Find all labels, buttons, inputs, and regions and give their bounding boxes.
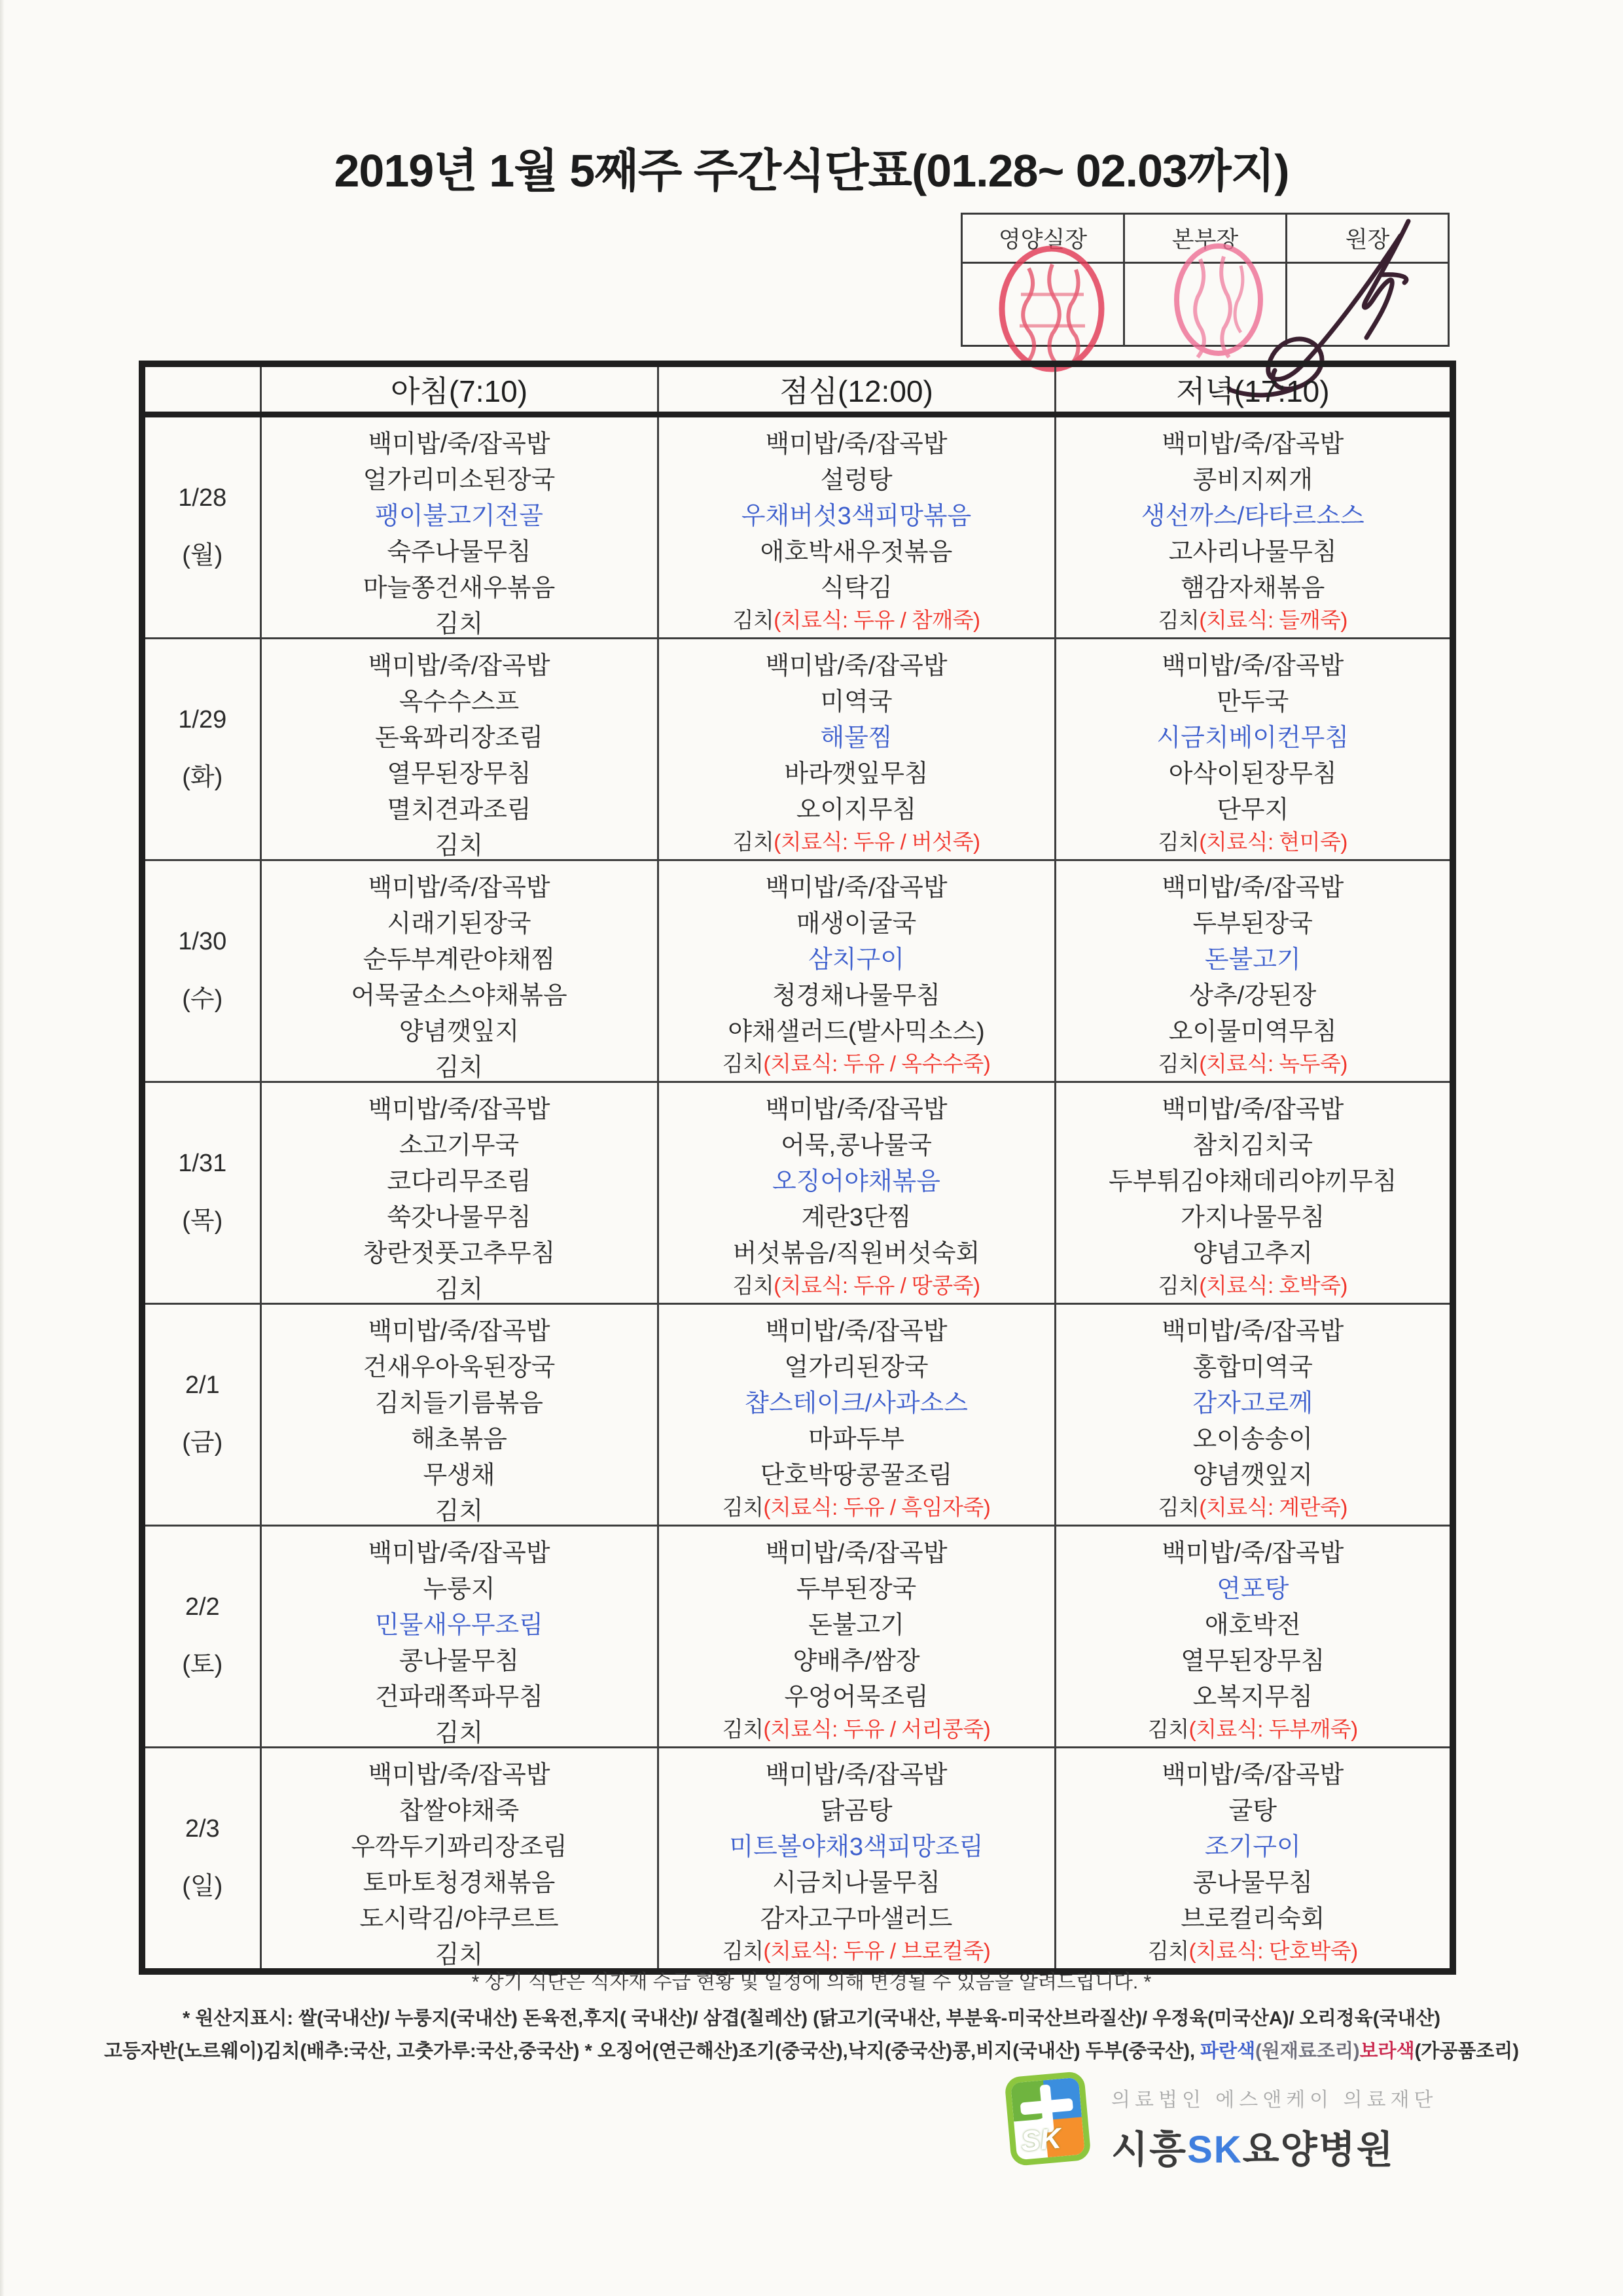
menu-header-row: [142, 364, 1453, 415]
menu-item: 열무된장무침: [1181, 1648, 1325, 1675]
logo-foundation-name: 의료법인 에스앤케이 의료재단: [1111, 2089, 1438, 2111]
menu-item: 코다리무조림: [387, 1168, 531, 1195]
menu-item: 시래기된장국: [387, 910, 531, 938]
approval-col-division-head: 본부장: [1124, 214, 1287, 263]
date-cell: [142, 1748, 260, 1972]
menu-item: 백미밥/죽/잡곡밥: [1162, 1318, 1344, 1345]
menu-item: 브로컬리숙회: [1181, 1905, 1325, 1933]
menu-item: 민물새우무조림: [375, 1612, 543, 1639]
dinner-cell: [1055, 1082, 1453, 1304]
breakfast-cell: [260, 639, 658, 860]
date-label: 2/3: [185, 1815, 220, 1843]
menu-item: 조기구이: [1204, 1833, 1301, 1861]
date-label: 1/29: [178, 706, 227, 733]
menu-item: 돈불고기: [808, 1612, 904, 1639]
footnote-blue-label: 파란색: [1200, 2041, 1256, 2062]
menu-item: 해초볶음: [411, 1426, 507, 1453]
date-column-header: [142, 364, 260, 415]
date-cell: [142, 639, 260, 860]
menu-item: 김치들기름볶음: [375, 1390, 543, 1417]
date-label: 1/28: [178, 484, 227, 512]
menu-item: 우깍두기꽈리장조림: [351, 1833, 567, 1861]
menu-item: 백미밥/죽/잡곡밥: [368, 431, 550, 458]
kimchi-treatment-line: 김치(치료식: 두부깨죽): [1147, 1717, 1358, 1741]
menu-item: 백미밥/죽/잡곡밥: [368, 874, 550, 902]
menu-item: 닭곰탕: [820, 1797, 893, 1825]
menu-item: 백미밥/죽/잡곡밥: [765, 431, 948, 458]
menu-item: 생선까스/타타르소스: [1141, 503, 1364, 530]
footnote-red-desc: (가공품조리): [1414, 2041, 1519, 2062]
kimchi-treatment-line: 김치(치료식: 두유 / 참깨죽): [732, 608, 980, 632]
menu-item: 어묵굴소스야채볶음: [351, 982, 567, 1010]
menu-item: 건파래쪽파무침: [375, 1684, 543, 1711]
menu-item: 백미밥/죽/잡곡밥: [368, 1318, 550, 1345]
menu-item: 김치: [435, 1276, 484, 1303]
date-label: 1/30: [178, 928, 227, 955]
dinner-cell: [1055, 639, 1453, 860]
approval-stamp-cell-3: [1287, 263, 1449, 346]
menu-item: 만두국: [1217, 688, 1289, 716]
table-row: [142, 415, 1453, 639]
menu-item: 건새우아욱된장국: [363, 1354, 556, 1381]
weekly-menu-table: [139, 361, 1456, 1975]
weekday-label: (화): [182, 764, 223, 791]
date-cell: [142, 415, 260, 639]
menu-item: 백미밥/죽/잡곡밥: [368, 1096, 550, 1123]
menu-item: 설렁탕: [820, 467, 893, 494]
menu-item: 콩나물무침: [399, 1648, 520, 1675]
menu-item: 백미밥/죽/잡곡밥: [368, 652, 550, 680]
menu-item: 미역국: [820, 688, 893, 716]
breakfast-header: 아침(7:10): [260, 364, 658, 415]
weekday-label: (목): [182, 1207, 223, 1235]
kimchi-treatment-line: 김치(치료식: 두유 / 서리콩죽): [722, 1717, 991, 1741]
dinner-cell: [1055, 1526, 1453, 1748]
weekday-label: (토): [182, 1651, 223, 1678]
breakfast-cell: [260, 1082, 658, 1304]
kimchi-treatment-line: 김치(치료식: 녹두죽): [1158, 1051, 1347, 1076]
menu-item: 감자고로께: [1192, 1390, 1313, 1417]
menu-item: 백미밥/죽/잡곡밥: [765, 1540, 948, 1567]
menu-item: 식탁김: [820, 574, 893, 602]
menu-item: 단무지: [1217, 796, 1289, 824]
kimchi-treatment-line: 김치(치료식: 두유 / 버섯죽): [732, 830, 980, 854]
menu-item: 백미밥/죽/잡곡밥: [765, 652, 948, 680]
menu-item: 토마토청경채볶음: [363, 1869, 556, 1897]
menu-item: 백미밥/죽/잡곡밥: [1162, 1761, 1344, 1789]
dinner-cell: [1055, 1748, 1453, 1972]
menu-item: 시금치나물무침: [772, 1869, 940, 1897]
scan-edge-artifact: [0, 0, 5, 2296]
breakfast-cell: [260, 1748, 658, 1972]
footnote-origin-line2: [0, 2036, 1623, 2063]
menu-item: 매생이굴국: [796, 910, 917, 938]
menu-item: 우채버섯3색피망볶음: [741, 503, 972, 530]
sk-hospital-logo-icon: [1004, 2071, 1091, 2166]
menu-item: 콩나물무침: [1192, 1869, 1313, 1897]
table-row: [142, 1526, 1453, 1748]
menu-item: 굴탕: [1228, 1797, 1277, 1825]
date-label: 2/2: [185, 1593, 220, 1621]
menu-item: 김치: [435, 1720, 484, 1747]
footnote-origin-prefix: 고등자반(노르웨이)김치(배추:국산, 고춧가루:국산,중국산) * 오징어(연근해산)조기(중국산),낙지(중국산)콩,비지(국내산) 두부(중국산),: [104, 2041, 1201, 2062]
kimchi-treatment-line: 김치(치료식: 호박죽): [1158, 1273, 1347, 1298]
table-row: [142, 1748, 1453, 1972]
menu-item: 버섯볶음/직원버섯숙회: [732, 1240, 980, 1267]
menu-item: 돈육꽈리장조림: [375, 724, 543, 752]
menu-item: 김치: [435, 832, 484, 860]
kimchi-treatment-line: 김치(치료식: 현미죽): [1158, 830, 1347, 854]
menu-item: 아삭이된장무침: [1168, 760, 1337, 788]
kimchi-treatment-line: 김치(치료식: 두유 / 브로컬죽): [722, 1939, 991, 1963]
lunch-cell: [658, 415, 1055, 639]
dinner-header: 저녁(17:10): [1055, 364, 1453, 415]
menu-item: 오이송송이: [1192, 1426, 1313, 1453]
menu-item: 소고기무국: [399, 1132, 520, 1159]
menu-item: 마늘쫑건새우볶음: [363, 574, 556, 602]
weekday-label: (월): [182, 542, 223, 569]
menu-item: 오징어야채볶음: [772, 1168, 940, 1195]
menu-item: 야채샐러드(발사믹소스): [728, 1018, 985, 1046]
date-label: 2/1: [185, 1371, 220, 1399]
menu-item: 청경채나물무침: [772, 982, 940, 1010]
menu-item: 애호박전: [1204, 1612, 1301, 1639]
menu-item: 감자고구마샐러드: [760, 1905, 953, 1933]
menu-item: 백미밥/죽/잡곡밥: [368, 1761, 550, 1789]
kimchi-treatment-line: 김치(치료식: 들깨죽): [1158, 608, 1347, 632]
menu-item: 백미밥/죽/잡곡밥: [765, 1318, 948, 1345]
menu-item: 가지나물무침: [1181, 1204, 1325, 1231]
lunch-cell: [658, 1748, 1055, 1972]
date-cell: [142, 860, 260, 1082]
approval-table: [961, 213, 1450, 347]
menu-item: 양배추/쌈장: [793, 1648, 920, 1675]
kimchi-treatment-line: 김치(치료식: 단호박죽): [1147, 1939, 1358, 1963]
menu-item: 팽이불고기전골: [375, 503, 543, 530]
table-row: [142, 1082, 1453, 1304]
logo-hospital-name: 시흥SK요양병원: [1111, 2128, 1395, 2171]
menu-item: 백미밥/죽/잡곡밥: [368, 1540, 550, 1567]
menu-table-body: [142, 415, 1453, 1972]
menu-item: 백미밥/죽/잡곡밥: [1162, 652, 1344, 680]
menu-item: 참치김치국: [1192, 1132, 1313, 1159]
menu-item: 시금치베이컨무침: [1156, 724, 1349, 752]
approval-col-nutrition-manager: 영양실장: [962, 214, 1124, 263]
menu-item: 오이지무침: [796, 796, 917, 824]
menu-item: 어묵,콩나물국: [781, 1132, 932, 1159]
menu-item: 두부된장국: [796, 1576, 917, 1603]
menu-item: 백미밥/죽/잡곡밥: [1162, 431, 1344, 458]
menu-item: 도시락김/야쿠르트: [359, 1905, 559, 1933]
menu-item: 챱스테이크/사과소스: [745, 1390, 968, 1417]
approval-stamp-cell-1: [962, 263, 1124, 346]
date-cell: [142, 1526, 260, 1748]
weekday-label: (수): [182, 985, 223, 1013]
menu-item: 누룽지: [423, 1576, 495, 1603]
menu-item: 콩비지찌개: [1192, 467, 1313, 494]
menu-item: 오이물미역무침: [1168, 1018, 1337, 1046]
menu-item: 옥수수스프: [399, 688, 520, 716]
menu-item: 두부된장국: [1192, 910, 1313, 938]
lunch-cell: [658, 639, 1055, 860]
menu-item: 고사리나물무침: [1168, 539, 1337, 566]
menu-item: 양념깻잎지: [399, 1018, 520, 1046]
menu-item: 마파두부: [808, 1426, 904, 1453]
menu-item: 돈불고기: [1204, 946, 1301, 974]
breakfast-cell: [260, 415, 658, 639]
footnote-red-label: 보라색: [1359, 2041, 1415, 2062]
breakfast-cell: [260, 1304, 658, 1526]
menu-item: 김치: [435, 610, 484, 638]
menu-item: 우엉어묵조림: [784, 1684, 929, 1711]
footnote-origin-line1: * 원산지표시: 쌀(국내산)/ 누룽지(국내산) 돈육전,후지( 국내산)/ 삼겹(칠레산) (닭고기(국내산, 부분육-미국산브라질산)/ 우정육(미국산A)/ 오리정육(국내산): [182, 2008, 1441, 2029]
lunch-cell: [658, 1082, 1055, 1304]
menu-item: 창란젓풋고추무침: [363, 1240, 556, 1267]
lunch-cell: [658, 860, 1055, 1082]
lunch-cell: [658, 1304, 1055, 1526]
date-label: 1/31: [178, 1150, 227, 1177]
menu-item: 애호박새우젓볶음: [760, 539, 953, 566]
menu-item: 두부튀김야채데리야끼무침: [1109, 1168, 1397, 1195]
menu-item: 얼가리된장국: [784, 1354, 929, 1381]
lunch-header: 점심(12:00): [658, 364, 1055, 415]
menu-item: 미트볼야채3색피망조림: [729, 1833, 984, 1861]
menu-item: 찹쌀야채죽: [399, 1797, 520, 1825]
table-row: [142, 639, 1453, 860]
dinner-cell: [1055, 415, 1453, 639]
table-row: [142, 860, 1453, 1082]
kimchi-treatment-line: 김치(치료식: 계란죽): [1158, 1495, 1347, 1519]
menu-item: 오복지무침: [1192, 1684, 1313, 1711]
footnote-blue-desc: (원재료조리): [1255, 2041, 1360, 2062]
menu-item: 김치: [435, 1498, 484, 1525]
page-title: 2019년 1월 5째주 주간식단표(01.28~ 02.03까지): [334, 145, 1289, 196]
menu-item: 김치: [435, 1054, 484, 1082]
menu-item: 쑥갓나물무침: [387, 1204, 531, 1231]
menu-item: 해물찜: [820, 724, 893, 752]
menu-item: 햄감자채볶음: [1181, 574, 1325, 602]
menu-item: 백미밥/죽/잡곡밥: [1162, 874, 1344, 902]
menu-item: 멸치견과조림: [387, 796, 531, 824]
menu-item: 바라깻잎무침: [784, 760, 929, 788]
menu-item: 홍합미역국: [1192, 1354, 1313, 1381]
kimchi-treatment-line: 김치(치료식: 두유 / 땅콩죽): [732, 1273, 980, 1298]
table-row: [142, 1304, 1453, 1526]
menu-item: 얼가리미소된장국: [363, 467, 556, 494]
menu-item: 백미밥/죽/잡곡밥: [1162, 1096, 1344, 1123]
menu-item: 단호박땅콩꿀조림: [760, 1462, 953, 1489]
date-cell: [142, 1082, 260, 1304]
hospital-logo: [1008, 2074, 1437, 2174]
menu-item: 삼치구이: [808, 946, 904, 974]
date-cell: [142, 1304, 260, 1526]
breakfast-cell: [260, 860, 658, 1082]
menu-item: 열무된장무침: [387, 760, 531, 788]
menu-item: 순두부계란야채찜: [363, 946, 556, 974]
lunch-cell: [658, 1526, 1055, 1748]
dinner-cell: [1055, 1304, 1453, 1526]
footnote-change-notice: * 상기 식단은 식자재 수급 현황 및 일정에 의해 변경될 수 있음을 알려드립니다. *: [471, 1971, 1152, 1993]
logo-sk-letters: SK: [1020, 2122, 1063, 2158]
approval-stamp-cell-2: [1124, 263, 1287, 346]
menu-item: 무생채: [423, 1462, 495, 1489]
menu-item: 숙주나물무침: [387, 539, 531, 566]
menu-item: 연포탕: [1217, 1576, 1289, 1603]
menu-item: 백미밥/죽/잡곡밥: [1162, 1540, 1344, 1567]
menu-item: 양념깻잎지: [1192, 1462, 1313, 1489]
weekday-label: (일): [182, 1873, 223, 1900]
weekday-label: (금): [182, 1429, 223, 1457]
menu-item: 김치: [435, 1941, 484, 1969]
kimchi-treatment-line: 김치(치료식: 두유 / 옥수수죽): [722, 1051, 991, 1076]
menu-item: 상추/강된장: [1189, 982, 1317, 1010]
menu-item: 양념고추지: [1192, 1240, 1313, 1267]
menu-item: 백미밥/죽/잡곡밥: [765, 1761, 948, 1789]
breakfast-cell: [260, 1526, 658, 1748]
kimchi-treatment-line: 김치(치료식: 두유 / 흑임자죽): [722, 1495, 991, 1519]
approval-col-director: 원장: [1287, 214, 1449, 263]
dinner-cell: [1055, 860, 1453, 1082]
menu-item: 백미밥/죽/잡곡밥: [765, 1096, 948, 1123]
menu-item: 백미밥/죽/잡곡밥: [765, 874, 948, 902]
menu-item: 계란3단찜: [801, 1204, 912, 1231]
